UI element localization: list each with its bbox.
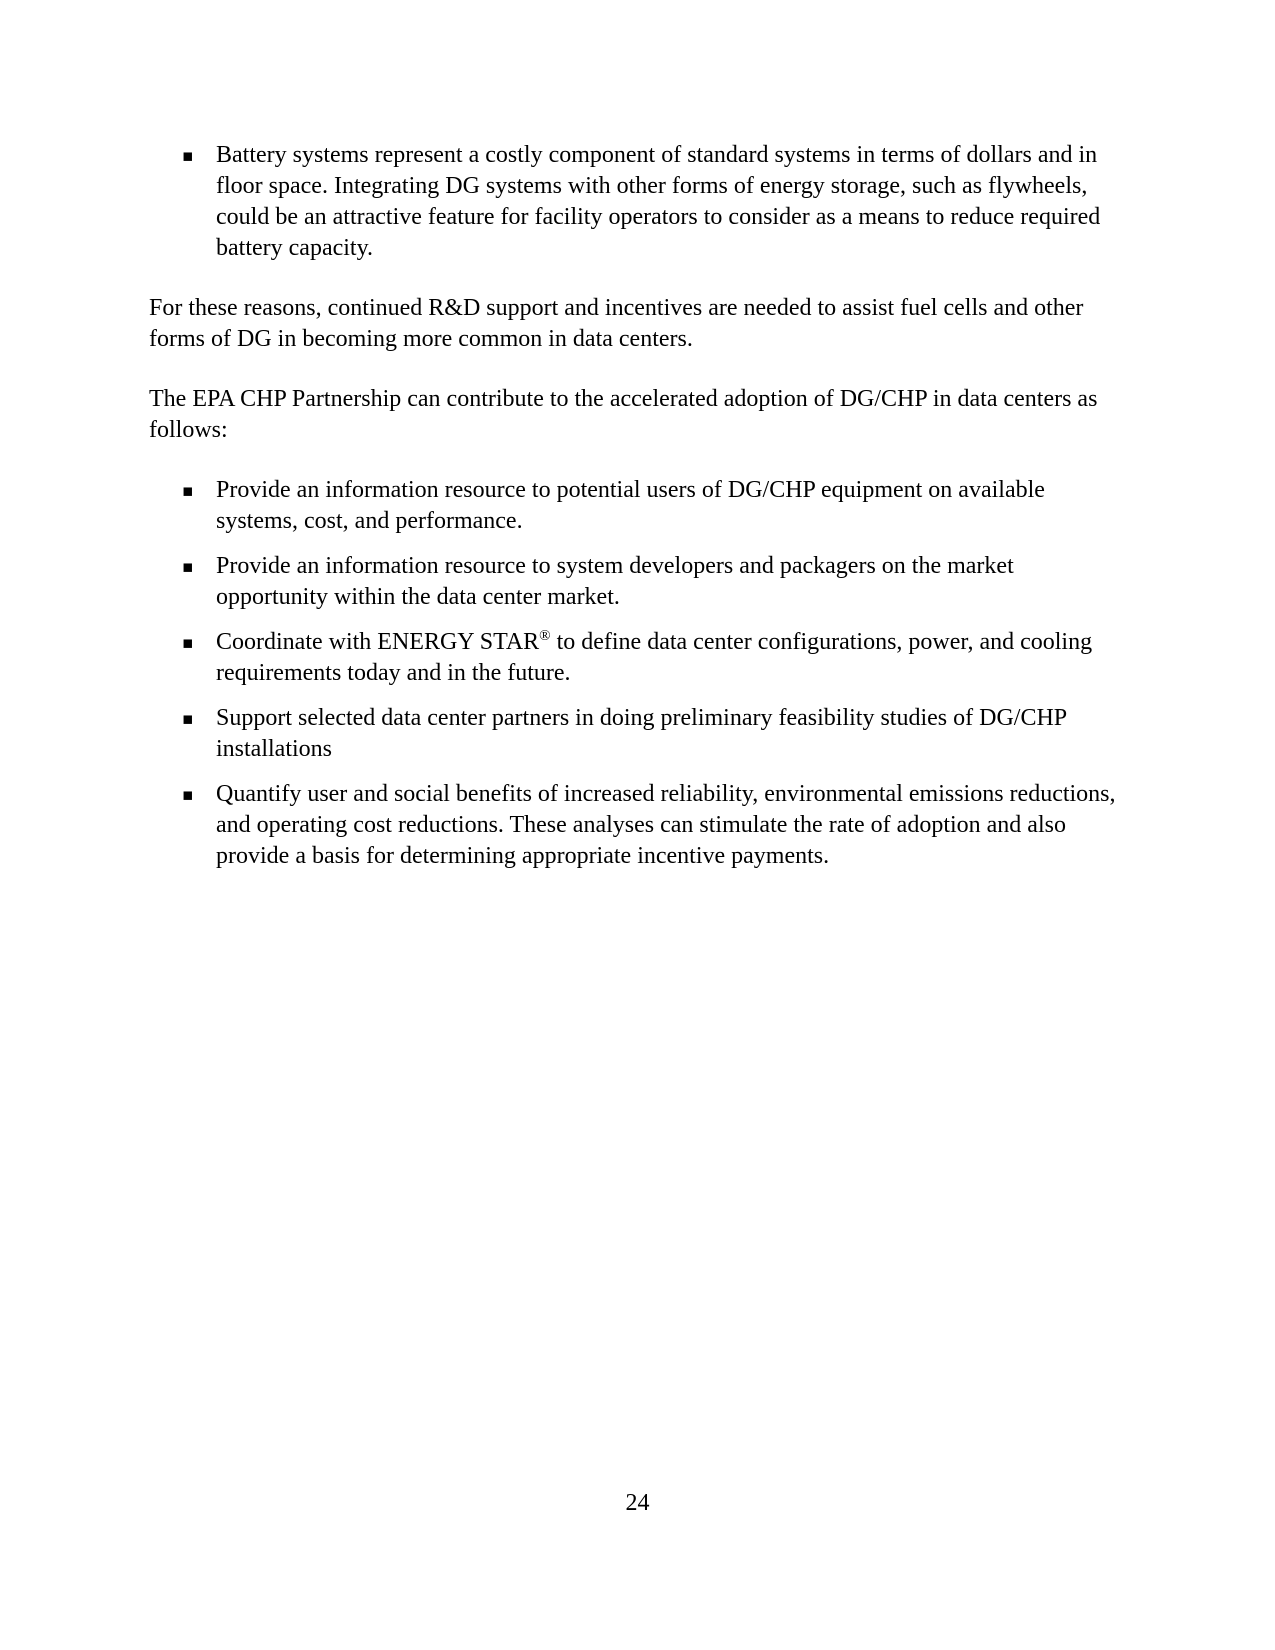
bullet-list	[149, 475, 1126, 872]
bullet-text-pre: Battery systems represent a costly component of standard systems in terms of dollars and in floor space. Integrating DG systems with other forms of energy storage, such as flywheels, could be an attractive feature for facility operators to consider as a means to reduce required battery capacity.	[216, 142, 1101, 261]
bullet-text	[216, 781, 1116, 869]
paragraph: The EPA CHP Partnership can contribute to the accelerated adoption of DG/CHP in data centers as follows:	[149, 386, 1098, 443]
bullet-item	[149, 140, 1126, 264]
bullet-square-icon: ▪	[182, 146, 194, 166]
bullet-text	[216, 705, 1066, 762]
bullet-text	[216, 553, 1014, 610]
bullet-item	[149, 703, 1126, 765]
page-number: 24	[625, 1490, 650, 1516]
bullet-text	[216, 142, 1100, 261]
bullet-text-pre: Quantify user and social benefits of increased reliability, environmental emissions reductions, and operating cost reductions. These analyses can stimulate the rate of adoption and also provide a basis for determining appropriate incentive payments.	[216, 781, 1116, 869]
bullet-text-pre: Provide an information resource to potential users of DG/CHP equipment on available systems, cost, and performance.	[216, 477, 1045, 534]
bullet-text-post: to define data center configurations, power, and cooling requirements today and in the future.	[216, 629, 1093, 686]
bullet-text-pre: Coordinate with ENERGY STAR	[216, 629, 540, 655]
paragraph: For these reasons, continued R&D support and incentives are needed to assist fuel cells and other forms of DG in becoming more common in data centers.	[149, 295, 1084, 352]
page-content	[149, 140, 1126, 901]
bullet-square-icon: ▪	[182, 709, 194, 729]
bullet-item	[149, 475, 1126, 537]
bullet-square-icon: ▪	[182, 481, 194, 501]
bullet-text	[216, 629, 1092, 686]
bullet-item	[149, 551, 1126, 613]
bullet-item	[149, 779, 1126, 872]
bullet-square-icon: ▪	[182, 785, 194, 805]
bullet-text-pre: Support selected data center partners in doing preliminary feasibility studies of DG/CHP installations	[216, 705, 1067, 762]
bullet-item	[149, 627, 1126, 689]
bullet-square-icon: ▪	[182, 633, 194, 653]
bullet-text	[216, 477, 1045, 534]
bullet-text-pre: Provide an information resource to system developers and packagers on the market opportunity within the data center market.	[216, 553, 1014, 610]
bullet-square-icon: ▪	[182, 557, 194, 577]
registered-trademark-icon: ®	[539, 628, 551, 644]
top-bullet-list	[149, 140, 1126, 264]
